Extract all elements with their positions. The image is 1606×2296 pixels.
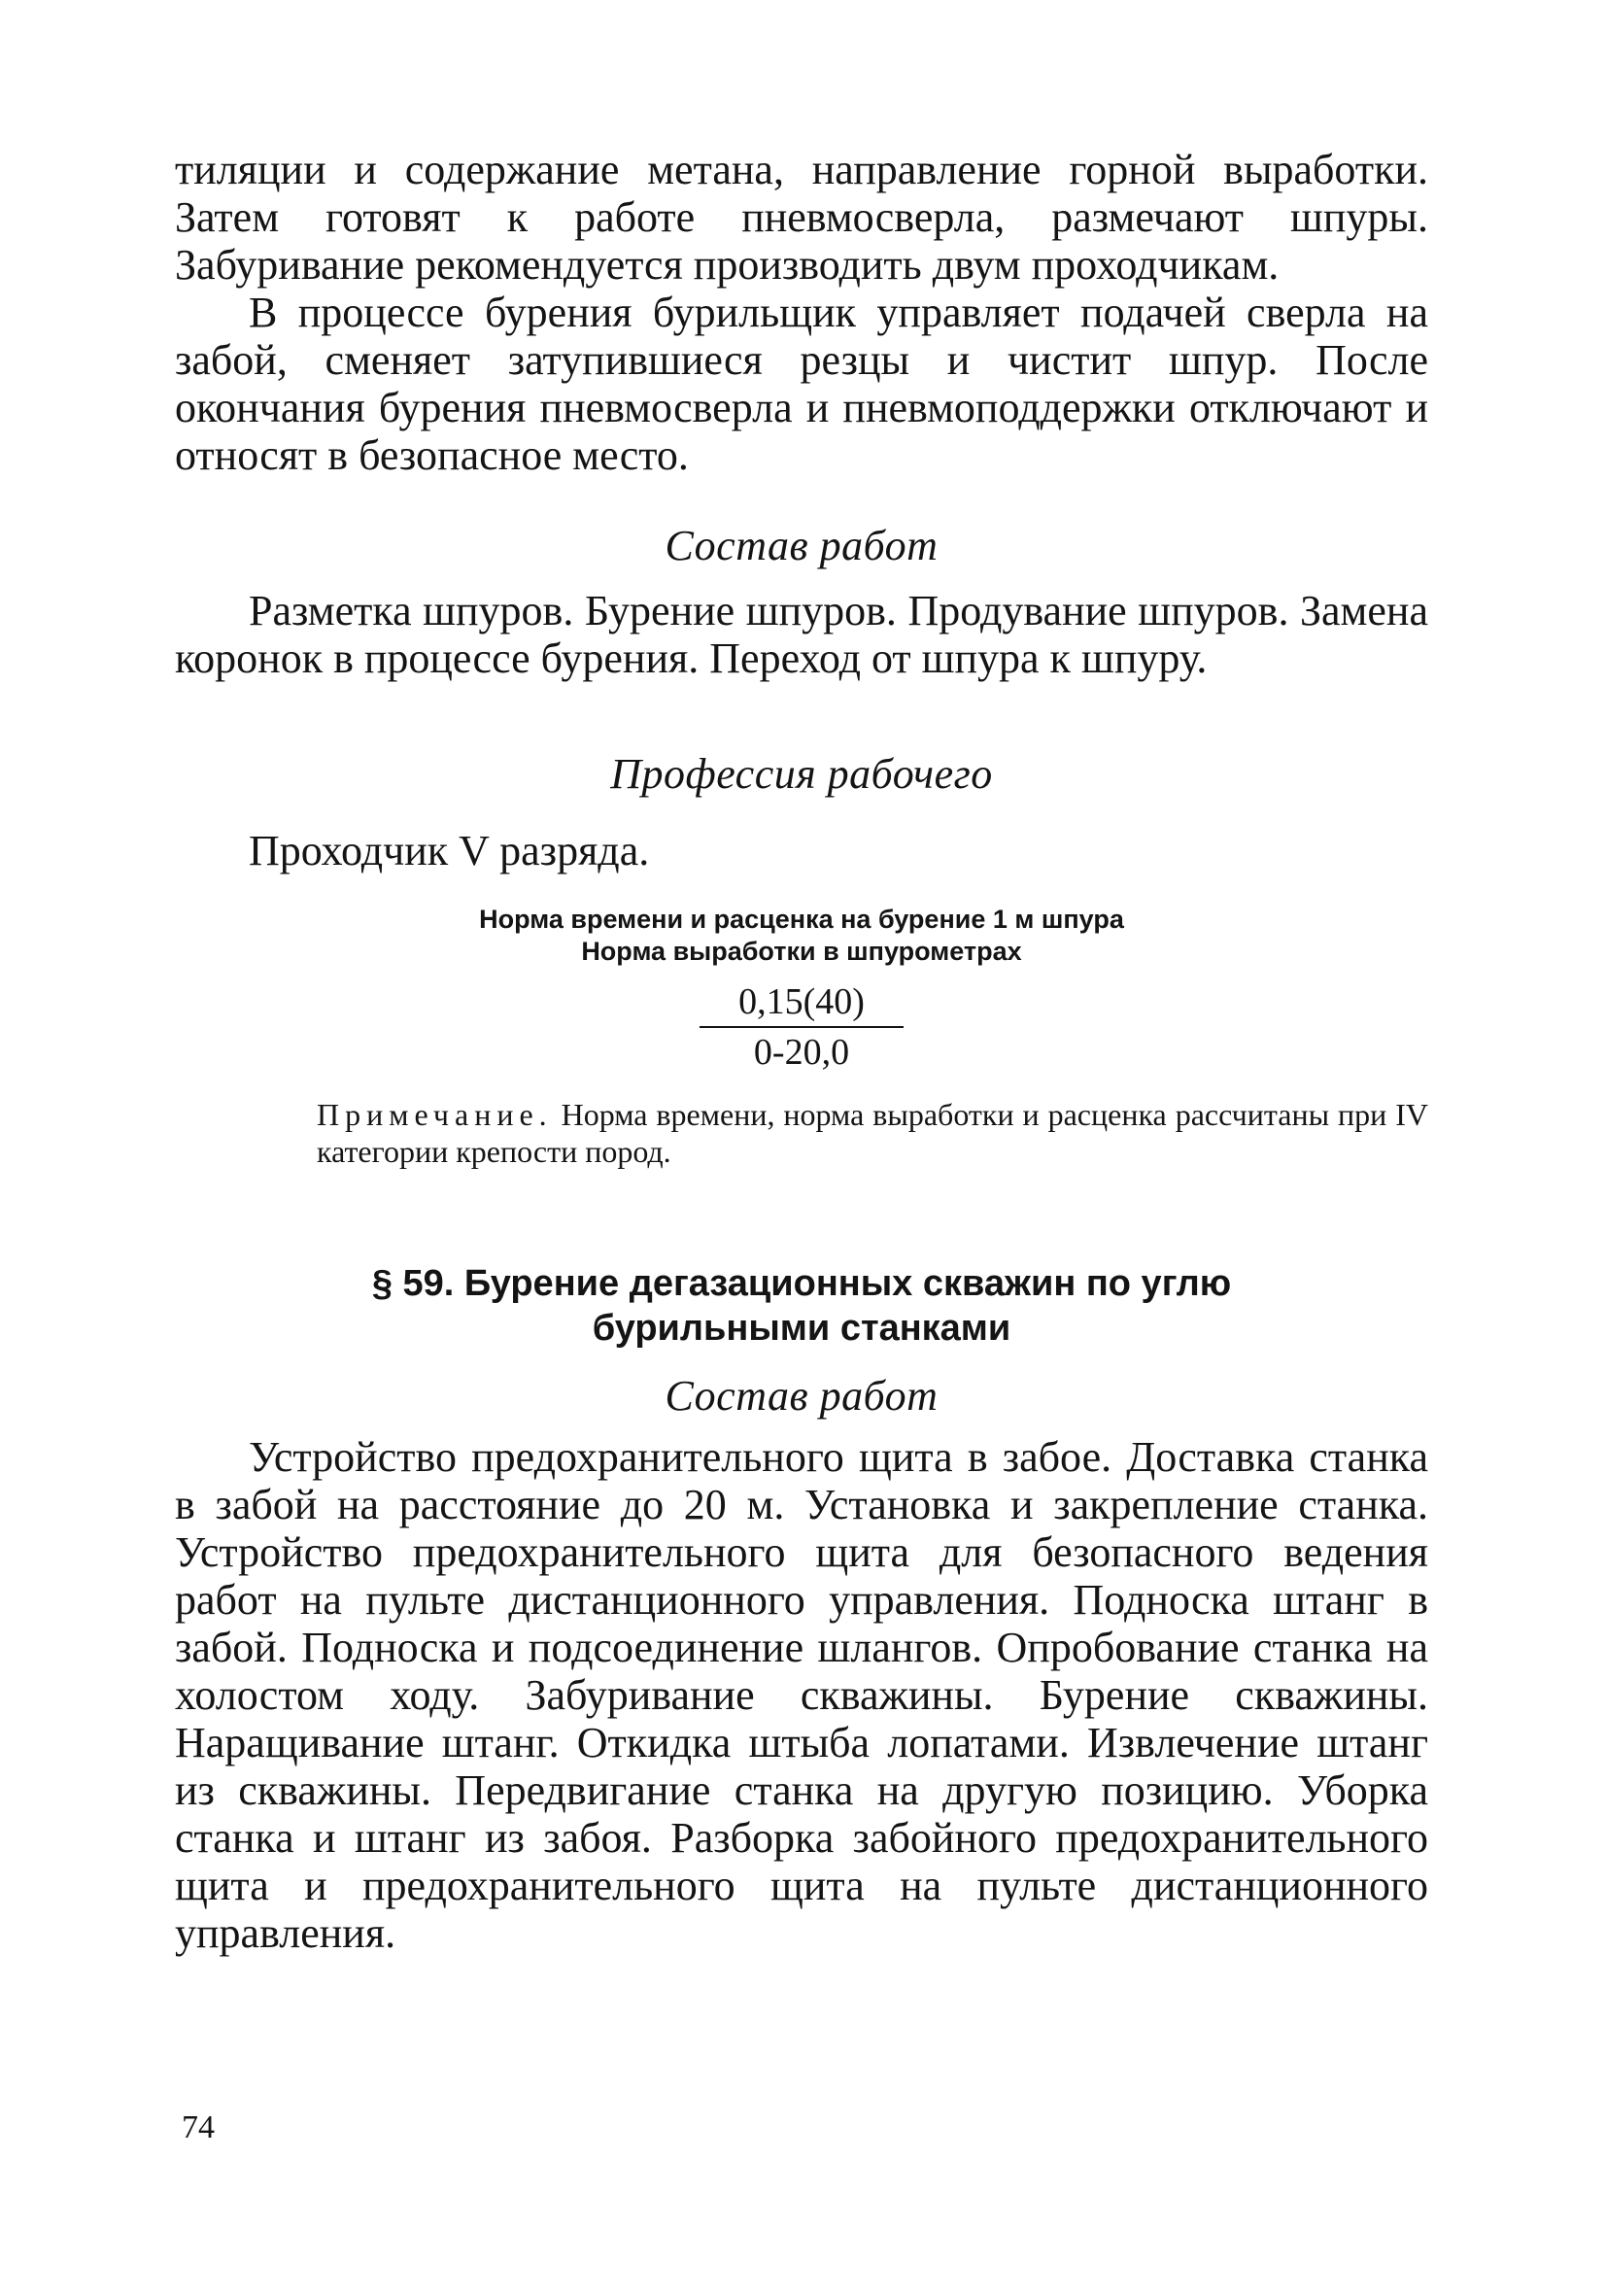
norm-title-line-1: Норма времени и расценка на бурение 1 м шпура <box>479 905 1124 934</box>
intro-paragraph-2: В процессе бурения бурильщик управляет подачей сверла на забой, сменяет затупившиеся резцы и чистит шпур. После окончания бурения пневмосверла и пневмоподдержки отключают и относят в безопасное место. <box>175 289 1428 479</box>
norm-title <box>175 904 1428 968</box>
section-title-line-2: бурильными станками <box>592 1308 1011 1349</box>
work-composition-heading: Состав работ <box>665 522 939 569</box>
note-text: Норма времени, норма выработки и расценка рассчитаны при IV категории крепости пород. <box>317 1097 1429 1169</box>
norm-denominator: 0-20,0 <box>753 1032 850 1073</box>
section-title <box>175 1261 1428 1351</box>
note-label: Примечание. <box>317 1097 553 1132</box>
page-number: 74 <box>182 2109 215 2145</box>
section-title-line-1: § 59. Бурение дегазационных скважин по углю <box>371 1263 1232 1304</box>
intro-paragraph-1: тиляции и содержание метана, направление горной выработки. Затем готовят к работе пневмосверла, размечают шпуры. Забуривание рекомендуется производить двум проходчикам. <box>175 146 1428 289</box>
note <box>175 1096 1428 1170</box>
section-59-work-heading: Состав работ <box>665 1372 939 1420</box>
worker-profession-heading: Профессия рабочего <box>610 750 993 798</box>
worker-profession-text: Проходчик V разряда. <box>249 827 650 874</box>
norm-fraction <box>700 981 904 1073</box>
document-page <box>175 146 1428 1957</box>
work-composition-text: Разметка шпуров. Бурение шпуров. Продувание шпуров. Замена коронок в процессе бурения. Переход от шпура к шпуру. <box>175 587 1428 682</box>
norm-title-line-2: Норма выработки в шпурометрах <box>581 937 1022 966</box>
section-59-work-text: Устройство предохранительного щита в забое. Доставка станка в забой на расстояние до 20 м. Установка и закрепление станка. Устройство предохранительного щита для безопасного ведения работ на пульте дистанционного управления. Подноска штанг в забой. Подноска и подсоединение шлангов. Опробование станка на холостом ходу. Забуривание скважины. Бурение скважины. Наращивание штанг. Откидка штыба лопатами. Извлечение штанг из скважины. Передвигание станка на другую позицию. Уборка станка и штанг из забоя. Разборка забойного предохранительного щита и предохранительного щита на пульте дистанционного управления. <box>175 1433 1428 1957</box>
norm-numerator: 0,15(40) <box>738 981 865 1022</box>
